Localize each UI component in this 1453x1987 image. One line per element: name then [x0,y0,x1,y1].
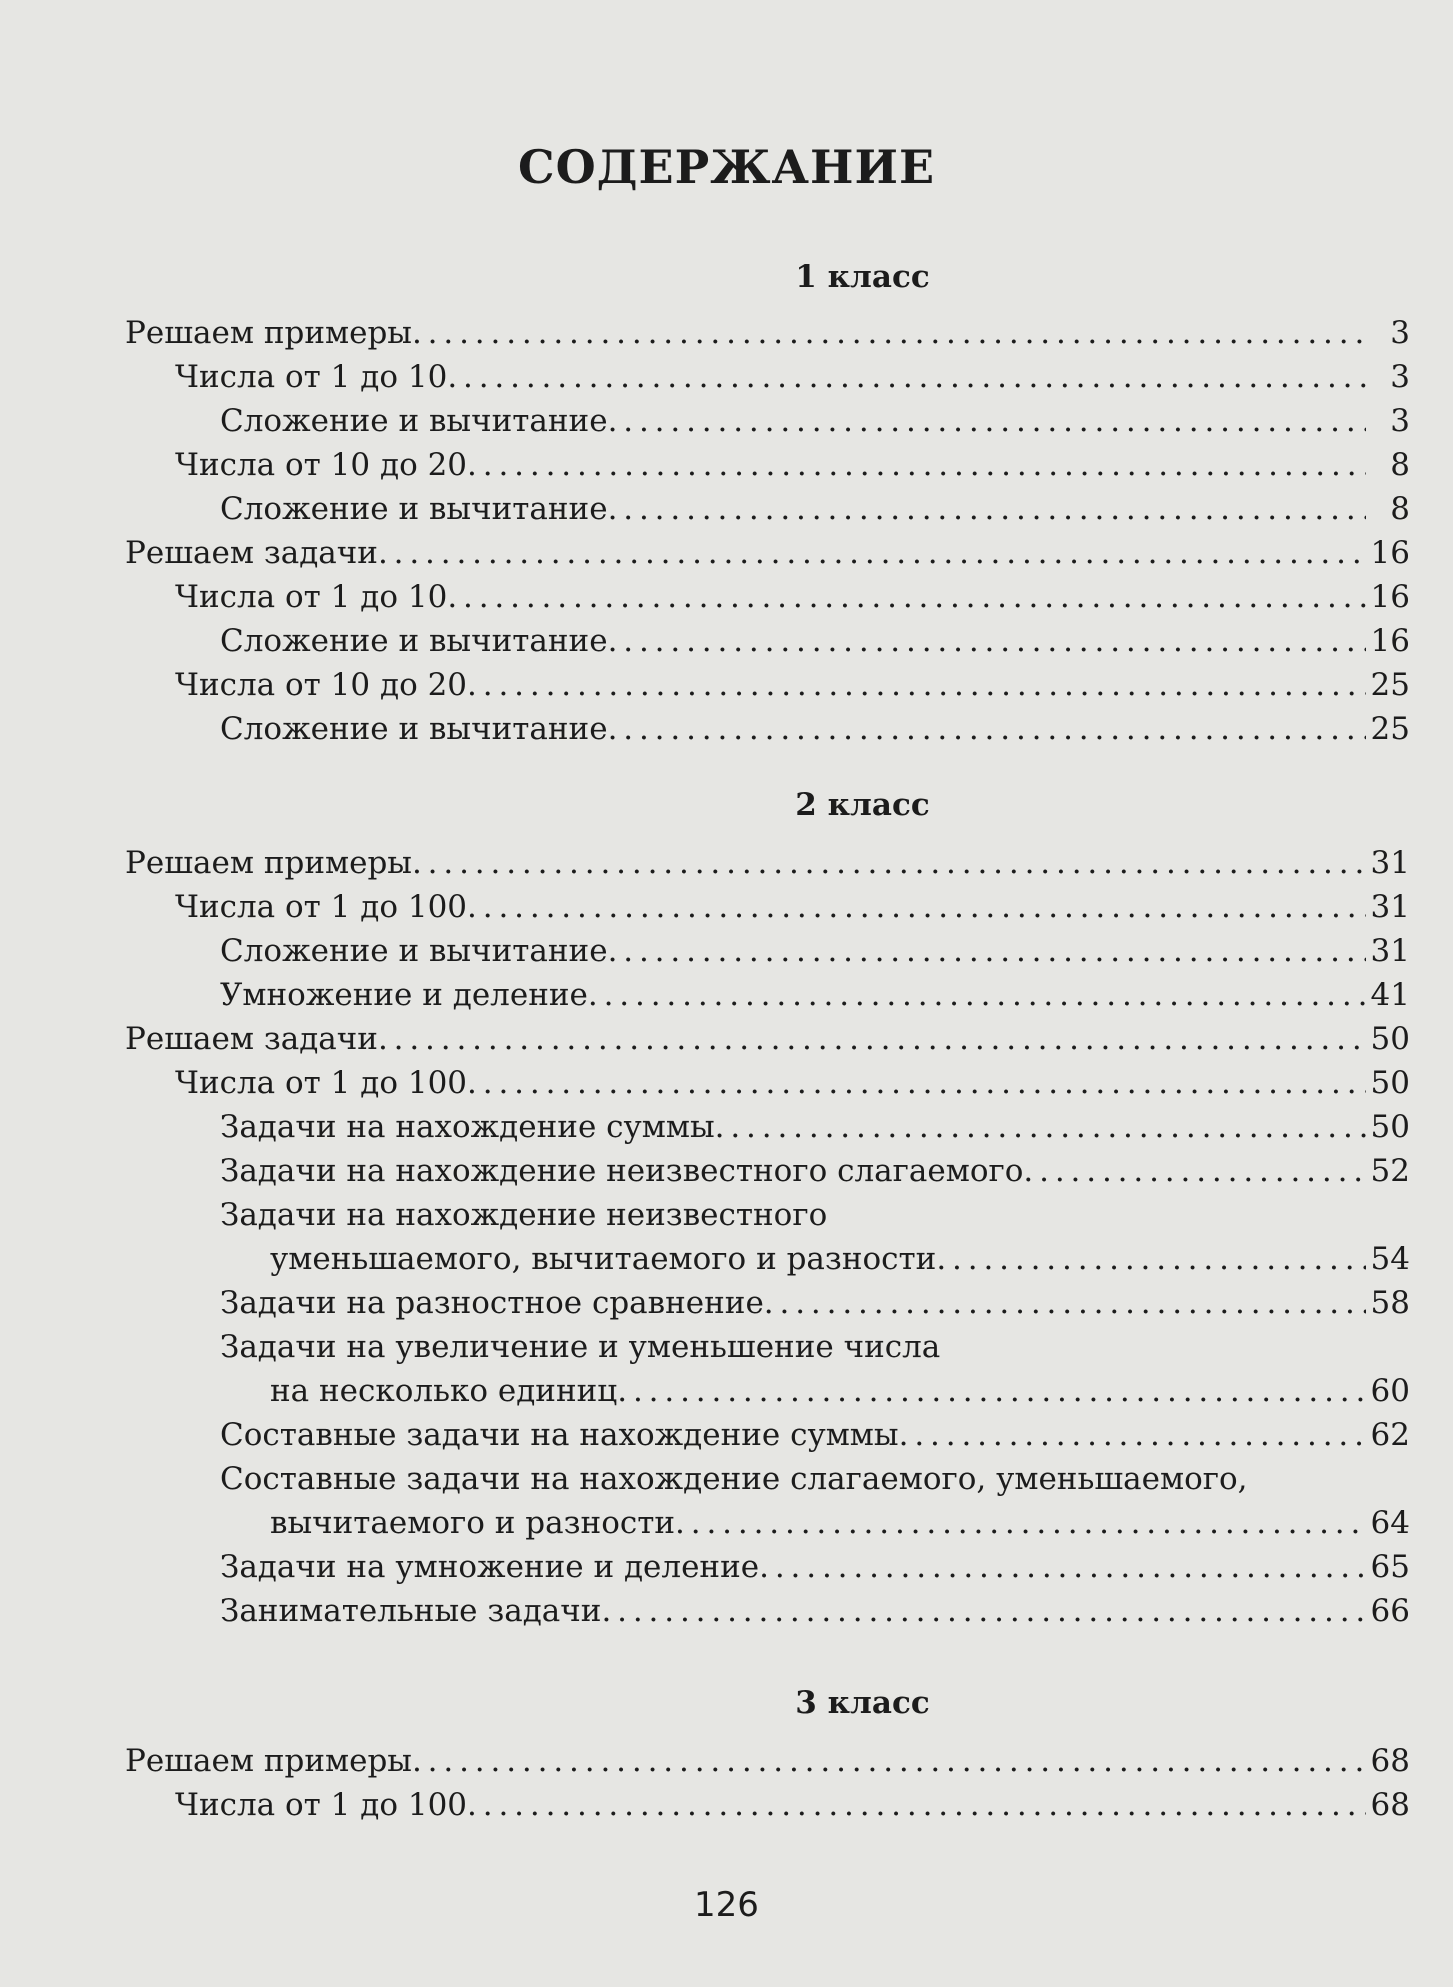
toc-page-number: 66 [1370,1593,1410,1629]
toc-page-number: 16 [1370,623,1410,659]
leader-dots [899,1413,1366,1457]
toc-page-number: 25 [1370,711,1410,747]
toc-entry-label: Задачи на увеличение и уменьшение числа [220,1329,941,1365]
section-heading: 3 класс [795,1685,930,1721]
toc-entry-label: Решаем задачи [125,1021,378,1057]
toc-entry-label: Решаем примеры [125,1743,412,1779]
toc-entry-label: Задачи на нахождение суммы [220,1109,715,1145]
page-title: СОДЕРЖАНИЕ [517,140,936,194]
toc-entry-label: Числа от 10 до 20 [175,447,468,483]
toc-page-number: 16 [1370,535,1410,571]
page-number: 126 [694,1885,759,1925]
toc-entry-label: Задачи на разностное сравнение [220,1285,764,1321]
toc-entry [125,575,1410,619]
toc-entry [125,1325,1410,1413]
toc-entry-label: Умножение и деление [220,977,588,1013]
toc-entry [125,929,1410,973]
toc-entry [125,841,1410,885]
toc-page-number: 8 [1390,491,1410,527]
toc-entry [125,973,1410,1017]
toc-entry [125,1061,1410,1105]
toc-entry-label: Занимательные задачи [220,1593,602,1629]
toc-entry [125,663,1410,707]
leader-dots [715,1105,1366,1149]
toc-entry-label-continued: уменьшаемого, вычитаемого и разности [270,1241,937,1277]
leader-dots [378,1017,1366,1061]
toc-entry-label: Сложение и вычитание [220,711,608,747]
toc-entry [125,885,1410,929]
toc-entry-label: Сложение и вычитание [220,933,608,969]
leader-dots [467,885,1366,929]
leader-dots [608,619,1366,663]
toc-entry [125,1589,1410,1633]
toc-entry [125,1545,1410,1589]
leader-dots [412,1739,1366,1783]
toc-page-number: 3 [1390,315,1410,351]
leader-dots [378,531,1366,575]
leader-dots [608,487,1366,531]
toc-page-number: 31 [1370,933,1410,969]
toc-entry-label: Задачи на нахождение неизвестного [220,1197,828,1233]
toc-entry [125,1281,1410,1325]
toc-entry [125,1413,1410,1457]
toc-entry [125,487,1410,531]
leader-dots [412,311,1366,355]
section-heading: 2 класс [795,787,930,823]
toc-page-number: 65 [1370,1549,1410,1585]
leader-dots [467,1783,1366,1827]
toc-entry-label: Сложение и вычитание [220,491,608,527]
toc-entry-label: Решаем примеры [125,845,412,881]
toc-entry-label: Числа от 1 до 100 [175,1787,468,1823]
leader-dots [467,443,1366,487]
toc-entry [125,399,1410,443]
toc-page-number: 52 [1370,1153,1410,1189]
toc-entry [125,443,1410,487]
toc-entry [125,1105,1410,1149]
leader-dots [936,1237,1366,1281]
leader-dots [601,1589,1366,1633]
toc-entry [125,355,1410,399]
leader-dots [608,707,1366,751]
toc-entry [125,1457,1410,1545]
leader-dots [467,1061,1366,1105]
leader-dots [617,1369,1366,1413]
toc-entry [125,1193,1410,1281]
toc-entry-label: Сложение и вычитание [220,403,608,439]
leader-dots [764,1281,1366,1325]
toc-entry [125,531,1410,575]
toc-entry [125,619,1410,663]
leader-dots [759,1545,1366,1589]
toc-page-number: 50 [1370,1021,1410,1057]
toc-page-number: 58 [1370,1285,1410,1321]
toc-entry [125,1783,1410,1827]
toc-entry-label: Числа от 1 до 10 [175,579,448,615]
leader-dots [467,663,1366,707]
toc-page-number: 68 [1370,1743,1410,1779]
leader-dots [412,841,1366,885]
toc-entry-label: Решаем примеры [125,315,412,351]
leader-dots [447,355,1366,399]
toc-entry-label: Числа от 1 до 100 [175,1065,468,1101]
toc-page-number: 31 [1370,845,1410,881]
toc-entry-label: Числа от 10 до 20 [175,667,468,703]
toc-entry-label-continued: на несколько единиц [270,1373,618,1409]
leader-dots [588,973,1366,1017]
toc-page-number: 16 [1370,579,1410,615]
toc-page-number: 8 [1390,447,1410,483]
toc-page-number: 60 [1370,1373,1410,1409]
toc-entry-label-continued: вычитаемого и разности [270,1505,676,1541]
toc-page-number: 54 [1370,1241,1410,1277]
toc-entry-label: Задачи на нахождение неизвестного слагаемого [220,1153,1024,1189]
leader-dots [675,1501,1366,1545]
section-heading: 1 класс [795,259,930,295]
leader-dots [1023,1149,1366,1193]
toc-entry-label: Сложение и вычитание [220,623,608,659]
toc-entry [125,1149,1410,1193]
toc-page-number: 25 [1370,667,1410,703]
toc-page-number: 31 [1370,889,1410,925]
toc-page-number: 3 [1390,359,1410,395]
toc-entry-label: Составные задачи на нахождение суммы [220,1417,899,1453]
table-of-contents [125,255,1410,1827]
toc-entry [125,707,1410,751]
toc-entry-label: Числа от 1 до 100 [175,889,468,925]
leader-dots [608,399,1366,443]
toc-entry-label: Задачи на умножение и деление [220,1549,760,1585]
toc-page-number: 50 [1370,1065,1410,1101]
leader-dots [447,575,1366,619]
toc-page-number: 68 [1370,1787,1410,1823]
toc-entry [125,1017,1410,1061]
toc-page-number: 50 [1370,1109,1410,1145]
toc-page-number: 64 [1370,1505,1410,1541]
toc-entry-label: Решаем задачи [125,535,378,571]
leader-dots [608,929,1366,973]
toc-page-number: 41 [1370,977,1410,1013]
toc-entry [125,311,1410,355]
toc-entry [125,1739,1410,1783]
toc-page-number: 3 [1390,403,1410,439]
toc-page-number: 62 [1370,1417,1410,1453]
toc-entry-label: Числа от 1 до 10 [175,359,448,395]
toc-entry-label: Составные задачи на нахождение слагаемого, уменьшаемого, [220,1461,1248,1497]
